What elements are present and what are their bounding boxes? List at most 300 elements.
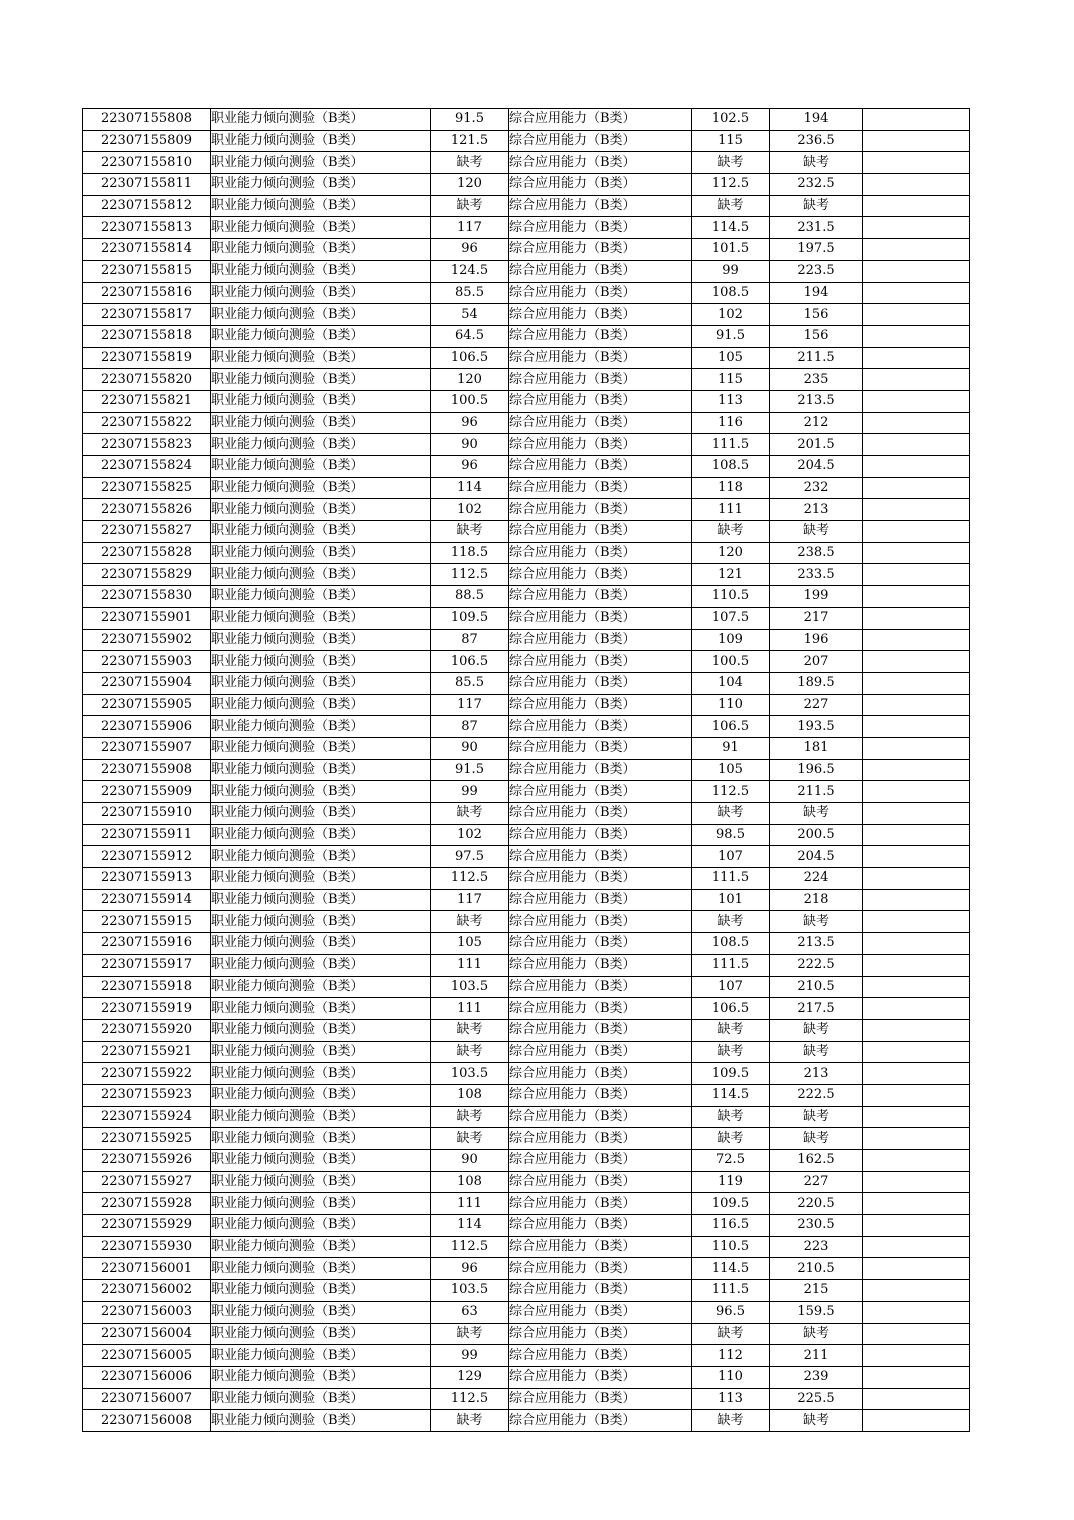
subject1-cell: 职业能力倾向测验（B类） bbox=[211, 846, 431, 868]
subject1-score-cell: 99 bbox=[431, 1345, 509, 1367]
total-score-cell: 224 bbox=[770, 868, 863, 890]
total-score-cell: 213.5 bbox=[770, 933, 863, 955]
subject1-score-cell: 96 bbox=[431, 412, 509, 434]
subject2-cell: 综合应用能力（B类） bbox=[509, 1193, 692, 1215]
subject1-score-cell: 108 bbox=[431, 1084, 509, 1106]
subject1-cell: 职业能力倾向测验（B类） bbox=[211, 390, 431, 412]
remark-cell bbox=[863, 759, 970, 781]
subject1-cell: 职业能力倾向测验（B类） bbox=[211, 1084, 431, 1106]
remark-cell bbox=[863, 1171, 970, 1193]
table-row bbox=[83, 889, 970, 911]
subject1-cell: 职业能力倾向测验（B类） bbox=[211, 1106, 431, 1128]
exam-number-cell: 22307155926 bbox=[83, 1150, 211, 1172]
total-score-cell: 217.5 bbox=[770, 998, 863, 1020]
subject2-cell: 综合应用能力（B类） bbox=[509, 369, 692, 391]
table-row bbox=[83, 564, 970, 586]
table-row bbox=[83, 1215, 970, 1237]
total-score-cell: 缺考 bbox=[770, 911, 863, 933]
exam-number-cell: 22307155927 bbox=[83, 1171, 211, 1193]
subject1-score-cell: 缺考 bbox=[431, 1019, 509, 1041]
remark-cell bbox=[863, 716, 970, 738]
table-row bbox=[83, 933, 970, 955]
exam-number-cell: 22307155920 bbox=[83, 1019, 211, 1041]
subject1-score-cell: 112.5 bbox=[431, 1236, 509, 1258]
subject1-cell: 职业能力倾向测验（B类） bbox=[211, 586, 431, 608]
subject1-cell: 职业能力倾向测验（B类） bbox=[211, 889, 431, 911]
subject1-score-cell: 64.5 bbox=[431, 325, 509, 347]
subject1-cell: 职业能力倾向测验（B类） bbox=[211, 1171, 431, 1193]
exam-number-cell: 22307155822 bbox=[83, 412, 211, 434]
table-row bbox=[83, 325, 970, 347]
exam-number-cell: 22307155830 bbox=[83, 586, 211, 608]
table-row bbox=[83, 1128, 970, 1150]
subject1-cell: 职业能力倾向测验（B类） bbox=[211, 347, 431, 369]
total-score-cell: 缺考 bbox=[770, 1106, 863, 1128]
subject2-score-cell: 110.5 bbox=[692, 1236, 770, 1258]
subject1-score-cell: 106.5 bbox=[431, 347, 509, 369]
total-score-cell: 223 bbox=[770, 1236, 863, 1258]
remark-cell bbox=[863, 629, 970, 651]
subject2-cell: 综合应用能力（B类） bbox=[509, 803, 692, 825]
table-row bbox=[83, 152, 970, 174]
exam-number-cell: 22307155922 bbox=[83, 1063, 211, 1085]
total-score-cell: 159.5 bbox=[770, 1301, 863, 1323]
subject2-cell: 综合应用能力（B类） bbox=[509, 542, 692, 564]
subject2-score-cell: 98.5 bbox=[692, 824, 770, 846]
subject1-score-cell: 102 bbox=[431, 499, 509, 521]
table-row bbox=[83, 672, 970, 694]
subject1-cell: 职业能力倾向测验（B类） bbox=[211, 152, 431, 174]
remark-cell bbox=[863, 217, 970, 239]
total-score-cell: 缺考 bbox=[770, 521, 863, 543]
subject1-score-cell: 108 bbox=[431, 1171, 509, 1193]
score-table bbox=[82, 108, 970, 1432]
subject1-cell: 职业能力倾向测验（B类） bbox=[211, 1215, 431, 1237]
subject2-cell: 综合应用能力（B类） bbox=[509, 477, 692, 499]
remark-cell bbox=[863, 304, 970, 326]
exam-number-cell: 22307155902 bbox=[83, 629, 211, 651]
table-row bbox=[83, 239, 970, 261]
table-row bbox=[83, 1301, 970, 1323]
table-row bbox=[83, 542, 970, 564]
subject1-score-cell: 缺考 bbox=[431, 195, 509, 217]
subject1-score-cell: 85.5 bbox=[431, 672, 509, 694]
subject2-cell: 综合应用能力（B类） bbox=[509, 109, 692, 131]
remark-cell bbox=[863, 1041, 970, 1063]
subject1-score-cell: 111 bbox=[431, 998, 509, 1020]
total-score-cell: 181 bbox=[770, 737, 863, 759]
table-row bbox=[83, 195, 970, 217]
subject1-score-cell: 114 bbox=[431, 1215, 509, 1237]
table-row bbox=[83, 456, 970, 478]
table-row bbox=[83, 846, 970, 868]
subject1-score-cell: 88.5 bbox=[431, 586, 509, 608]
subject1-cell: 职业能力倾向测验（B类） bbox=[211, 976, 431, 998]
subject1-score-cell: 118.5 bbox=[431, 542, 509, 564]
subject1-score-cell: 114 bbox=[431, 477, 509, 499]
exam-number-cell: 22307155910 bbox=[83, 803, 211, 825]
subject1-score-cell: 121.5 bbox=[431, 130, 509, 152]
subject1-score-cell: 缺考 bbox=[431, 521, 509, 543]
subject2-cell: 综合应用能力（B类） bbox=[509, 586, 692, 608]
subject1-cell: 职业能力倾向测验（B类） bbox=[211, 824, 431, 846]
subject2-score-cell: 缺考 bbox=[692, 195, 770, 217]
exam-number-cell: 22307155815 bbox=[83, 260, 211, 282]
subject2-cell: 综合应用能力（B类） bbox=[509, 759, 692, 781]
exam-number-cell: 22307155814 bbox=[83, 239, 211, 261]
subject1-score-cell: 106.5 bbox=[431, 651, 509, 673]
remark-cell bbox=[863, 803, 970, 825]
subject2-cell: 综合应用能力（B类） bbox=[509, 1150, 692, 1172]
remark-cell bbox=[863, 130, 970, 152]
exam-number-cell: 22307155924 bbox=[83, 1106, 211, 1128]
subject2-score-cell: 101 bbox=[692, 889, 770, 911]
subject2-score-cell: 110.5 bbox=[692, 586, 770, 608]
subject2-cell: 综合应用能力（B类） bbox=[509, 195, 692, 217]
exam-number-cell: 22307155820 bbox=[83, 369, 211, 391]
remark-cell bbox=[863, 174, 970, 196]
remark-cell bbox=[863, 781, 970, 803]
table-row bbox=[83, 217, 970, 239]
exam-number-cell: 22307156006 bbox=[83, 1366, 211, 1388]
subject1-score-cell: 105 bbox=[431, 933, 509, 955]
remark-cell bbox=[863, 868, 970, 890]
total-score-cell: 218 bbox=[770, 889, 863, 911]
subject2-score-cell: 109.5 bbox=[692, 1063, 770, 1085]
subject2-score-cell: 109.5 bbox=[692, 1193, 770, 1215]
subject2-score-cell: 114.5 bbox=[692, 1084, 770, 1106]
subject1-score-cell: 103.5 bbox=[431, 1280, 509, 1302]
subject1-score-cell: 111 bbox=[431, 954, 509, 976]
subject2-score-cell: 121 bbox=[692, 564, 770, 586]
total-score-cell: 缺考 bbox=[770, 1041, 863, 1063]
remark-cell bbox=[863, 1366, 970, 1388]
subject1-score-cell: 97.5 bbox=[431, 846, 509, 868]
exam-number-cell: 22307156001 bbox=[83, 1258, 211, 1280]
subject2-cell: 综合应用能力（B类） bbox=[509, 1388, 692, 1410]
subject2-score-cell: 115 bbox=[692, 369, 770, 391]
exam-number-cell: 22307155916 bbox=[83, 933, 211, 955]
total-score-cell: 194 bbox=[770, 282, 863, 304]
subject2-score-cell: 100.5 bbox=[692, 651, 770, 673]
exam-number-cell: 22307155818 bbox=[83, 325, 211, 347]
exam-number-cell: 22307155925 bbox=[83, 1128, 211, 1150]
subject1-cell: 职业能力倾向测验（B类） bbox=[211, 217, 431, 239]
exam-number-cell: 22307155905 bbox=[83, 694, 211, 716]
exam-number-cell: 22307155918 bbox=[83, 976, 211, 998]
table-row bbox=[83, 1106, 970, 1128]
subject1-cell: 职业能力倾向测验（B类） bbox=[211, 781, 431, 803]
exam-number-cell: 22307155921 bbox=[83, 1041, 211, 1063]
remark-cell bbox=[863, 651, 970, 673]
total-score-cell: 204.5 bbox=[770, 456, 863, 478]
exam-number-cell: 22307156007 bbox=[83, 1388, 211, 1410]
remark-cell bbox=[863, 607, 970, 629]
table-row bbox=[83, 1345, 970, 1367]
subject1-score-cell: 85.5 bbox=[431, 282, 509, 304]
subject2-score-cell: 111.5 bbox=[692, 1280, 770, 1302]
total-score-cell: 238.5 bbox=[770, 542, 863, 564]
subject1-cell: 职业能力倾向测验（B类） bbox=[211, 412, 431, 434]
remark-cell bbox=[863, 889, 970, 911]
total-score-cell: 213 bbox=[770, 1063, 863, 1085]
exam-number-cell: 22307156002 bbox=[83, 1280, 211, 1302]
subject1-cell: 职业能力倾向测验（B类） bbox=[211, 130, 431, 152]
subject2-score-cell: 缺考 bbox=[692, 1019, 770, 1041]
exam-number-cell: 22307155908 bbox=[83, 759, 211, 781]
subject2-score-cell: 102 bbox=[692, 304, 770, 326]
subject2-cell: 综合应用能力（B类） bbox=[509, 1236, 692, 1258]
table-row bbox=[83, 781, 970, 803]
total-score-cell: 211 bbox=[770, 1345, 863, 1367]
table-row bbox=[83, 629, 970, 651]
subject1-cell: 职业能力倾向测验（B类） bbox=[211, 737, 431, 759]
total-score-cell: 222.5 bbox=[770, 1084, 863, 1106]
table-row bbox=[83, 1388, 970, 1410]
subject1-cell: 职业能力倾向测验（B类） bbox=[211, 282, 431, 304]
subject1-score-cell: 103.5 bbox=[431, 976, 509, 998]
remark-cell bbox=[863, 412, 970, 434]
exam-number-cell: 22307155906 bbox=[83, 716, 211, 738]
total-score-cell: 156 bbox=[770, 304, 863, 326]
subject2-cell: 综合应用能力（B类） bbox=[509, 390, 692, 412]
subject2-score-cell: 102.5 bbox=[692, 109, 770, 131]
subject2-cell: 综合应用能力（B类） bbox=[509, 304, 692, 326]
exam-number-cell: 22307155817 bbox=[83, 304, 211, 326]
subject1-score-cell: 111 bbox=[431, 1193, 509, 1215]
subject2-score-cell: 111 bbox=[692, 499, 770, 521]
total-score-cell: 217 bbox=[770, 607, 863, 629]
subject1-score-cell: 缺考 bbox=[431, 1410, 509, 1432]
subject1-cell: 职业能力倾向测验（B类） bbox=[211, 1388, 431, 1410]
subject2-cell: 综合应用能力（B类） bbox=[509, 282, 692, 304]
remark-cell bbox=[863, 325, 970, 347]
subject2-cell: 综合应用能力（B类） bbox=[509, 260, 692, 282]
subject2-score-cell: 111.5 bbox=[692, 954, 770, 976]
total-score-cell: 197.5 bbox=[770, 239, 863, 261]
subject2-cell: 综合应用能力（B类） bbox=[509, 954, 692, 976]
exam-number-cell: 22307155821 bbox=[83, 390, 211, 412]
remark-cell bbox=[863, 477, 970, 499]
subject1-score-cell: 117 bbox=[431, 217, 509, 239]
total-score-cell: 233.5 bbox=[770, 564, 863, 586]
exam-number-cell: 22307155808 bbox=[83, 109, 211, 131]
total-score-cell: 162.5 bbox=[770, 1150, 863, 1172]
subject1-score-cell: 87 bbox=[431, 629, 509, 651]
subject2-score-cell: 109 bbox=[692, 629, 770, 651]
subject1-cell: 职业能力倾向测验（B类） bbox=[211, 1410, 431, 1432]
table-row bbox=[83, 130, 970, 152]
subject1-cell: 职业能力倾向测验（B类） bbox=[211, 369, 431, 391]
total-score-cell: 239 bbox=[770, 1366, 863, 1388]
subject1-score-cell: 90 bbox=[431, 434, 509, 456]
table-row bbox=[83, 477, 970, 499]
table-row bbox=[83, 412, 970, 434]
exam-number-cell: 22307155930 bbox=[83, 1236, 211, 1258]
table-row bbox=[83, 1150, 970, 1172]
subject1-score-cell: 缺考 bbox=[431, 1106, 509, 1128]
remark-cell bbox=[863, 152, 970, 174]
table-row bbox=[83, 803, 970, 825]
remark-cell bbox=[863, 1063, 970, 1085]
total-score-cell: 缺考 bbox=[770, 195, 863, 217]
subject1-score-cell: 90 bbox=[431, 1150, 509, 1172]
subject1-cell: 职业能力倾向测验（B类） bbox=[211, 564, 431, 586]
remark-cell bbox=[863, 1388, 970, 1410]
total-score-cell: 220.5 bbox=[770, 1193, 863, 1215]
exam-number-cell: 22307155819 bbox=[83, 347, 211, 369]
subject2-score-cell: 113 bbox=[692, 390, 770, 412]
remark-cell bbox=[863, 998, 970, 1020]
table-row bbox=[83, 1041, 970, 1063]
subject2-score-cell: 116 bbox=[692, 412, 770, 434]
subject1-score-cell: 87 bbox=[431, 716, 509, 738]
remark-cell bbox=[863, 109, 970, 131]
exam-number-cell: 22307155823 bbox=[83, 434, 211, 456]
subject1-score-cell: 112.5 bbox=[431, 564, 509, 586]
subject2-cell: 综合应用能力（B类） bbox=[509, 325, 692, 347]
subject2-cell: 综合应用能力（B类） bbox=[509, 130, 692, 152]
subject2-score-cell: 缺考 bbox=[692, 1410, 770, 1432]
remark-cell bbox=[863, 737, 970, 759]
subject2-score-cell: 105 bbox=[692, 347, 770, 369]
exam-number-cell: 22307155929 bbox=[83, 1215, 211, 1237]
exam-number-cell: 22307155912 bbox=[83, 846, 211, 868]
subject1-cell: 职业能力倾向测验（B类） bbox=[211, 1345, 431, 1367]
table-row bbox=[83, 174, 970, 196]
total-score-cell: 缺考 bbox=[770, 1019, 863, 1041]
total-score-cell: 225.5 bbox=[770, 1388, 863, 1410]
subject1-score-cell: 112.5 bbox=[431, 1388, 509, 1410]
exam-number-cell: 22307155904 bbox=[83, 672, 211, 694]
subject1-cell: 职业能力倾向测验（B类） bbox=[211, 499, 431, 521]
table-row bbox=[83, 759, 970, 781]
total-score-cell: 211.5 bbox=[770, 781, 863, 803]
subject2-cell: 综合应用能力（B类） bbox=[509, 1258, 692, 1280]
subject2-cell: 综合应用能力（B类） bbox=[509, 629, 692, 651]
table-row bbox=[83, 607, 970, 629]
subject2-cell: 综合应用能力（B类） bbox=[509, 716, 692, 738]
subject1-cell: 职业能力倾向测验（B类） bbox=[211, 1063, 431, 1085]
table-row bbox=[83, 1171, 970, 1193]
subject1-score-cell: 缺考 bbox=[431, 911, 509, 933]
total-score-cell: 193.5 bbox=[770, 716, 863, 738]
subject2-cell: 综合应用能力（B类） bbox=[509, 434, 692, 456]
remark-cell bbox=[863, 1215, 970, 1237]
table-row bbox=[83, 954, 970, 976]
subject2-score-cell: 101.5 bbox=[692, 239, 770, 261]
total-score-cell: 223.5 bbox=[770, 260, 863, 282]
table-row bbox=[83, 347, 970, 369]
table-row bbox=[83, 1280, 970, 1302]
subject2-score-cell: 112.5 bbox=[692, 174, 770, 196]
subject2-cell: 综合应用能力（B类） bbox=[509, 998, 692, 1020]
remark-cell bbox=[863, 694, 970, 716]
subject2-cell: 综合应用能力（B类） bbox=[509, 412, 692, 434]
subject2-score-cell: 107 bbox=[692, 976, 770, 998]
exam-number-cell: 22307156003 bbox=[83, 1301, 211, 1323]
remark-cell bbox=[863, 521, 970, 543]
subject2-score-cell: 114.5 bbox=[692, 217, 770, 239]
subject1-cell: 职业能力倾向测验（B类） bbox=[211, 868, 431, 890]
table-row bbox=[83, 499, 970, 521]
exam-number-cell: 22307155813 bbox=[83, 217, 211, 239]
remark-cell bbox=[863, 347, 970, 369]
subject2-cell: 综合应用能力（B类） bbox=[509, 499, 692, 521]
total-score-cell: 236.5 bbox=[770, 130, 863, 152]
total-score-cell: 缺考 bbox=[770, 152, 863, 174]
subject1-score-cell: 100.5 bbox=[431, 390, 509, 412]
subject2-score-cell: 115 bbox=[692, 130, 770, 152]
exam-number-cell: 22307155827 bbox=[83, 521, 211, 543]
subject2-score-cell: 91.5 bbox=[692, 325, 770, 347]
remark-cell bbox=[863, 586, 970, 608]
total-score-cell: 213.5 bbox=[770, 390, 863, 412]
subject1-cell: 职业能力倾向测验（B类） bbox=[211, 911, 431, 933]
table-row bbox=[83, 369, 970, 391]
remark-cell bbox=[863, 976, 970, 998]
subject2-cell: 综合应用能力（B类） bbox=[509, 1323, 692, 1345]
subject1-cell: 职业能力倾向测验（B类） bbox=[211, 1150, 431, 1172]
exam-number-cell: 22307155914 bbox=[83, 889, 211, 911]
remark-cell bbox=[863, 911, 970, 933]
total-score-cell: 230.5 bbox=[770, 1215, 863, 1237]
subject2-cell: 综合应用能力（B类） bbox=[509, 976, 692, 998]
subject1-cell: 职业能力倾向测验（B类） bbox=[211, 1366, 431, 1388]
exam-number-cell: 22307155828 bbox=[83, 542, 211, 564]
total-score-cell: 缺考 bbox=[770, 803, 863, 825]
subject1-score-cell: 91.5 bbox=[431, 759, 509, 781]
subject2-cell: 综合应用能力（B类） bbox=[509, 456, 692, 478]
subject2-score-cell: 108.5 bbox=[692, 456, 770, 478]
subject2-score-cell: 96.5 bbox=[692, 1301, 770, 1323]
subject1-cell: 职业能力倾向测验（B类） bbox=[211, 434, 431, 456]
table-row bbox=[83, 304, 970, 326]
remark-cell bbox=[863, 1019, 970, 1041]
subject2-cell: 综合应用能力（B类） bbox=[509, 672, 692, 694]
subject2-cell: 综合应用能力（B类） bbox=[509, 1345, 692, 1367]
table-row bbox=[83, 1084, 970, 1106]
total-score-cell: 207 bbox=[770, 651, 863, 673]
subject2-score-cell: 118 bbox=[692, 477, 770, 499]
subject2-cell: 综合应用能力（B类） bbox=[509, 694, 692, 716]
remark-cell bbox=[863, 1410, 970, 1432]
table-row bbox=[83, 1063, 970, 1085]
remark-cell bbox=[863, 456, 970, 478]
remark-cell bbox=[863, 1280, 970, 1302]
subject1-cell: 职业能力倾向测验（B类） bbox=[211, 954, 431, 976]
subject1-score-cell: 90 bbox=[431, 737, 509, 759]
remark-cell bbox=[863, 1301, 970, 1323]
subject2-cell: 综合应用能力（B类） bbox=[509, 868, 692, 890]
subject1-cell: 职业能力倾向测验（B类） bbox=[211, 239, 431, 261]
total-score-cell: 196.5 bbox=[770, 759, 863, 781]
subject1-score-cell: 缺考 bbox=[431, 803, 509, 825]
subject1-score-cell: 117 bbox=[431, 694, 509, 716]
table-row bbox=[83, 998, 970, 1020]
table-row bbox=[83, 1258, 970, 1280]
subject2-score-cell: 112 bbox=[692, 1345, 770, 1367]
remark-cell bbox=[863, 282, 970, 304]
subject2-score-cell: 91 bbox=[692, 737, 770, 759]
subject2-cell: 综合应用能力（B类） bbox=[509, 651, 692, 673]
exam-number-cell: 22307155810 bbox=[83, 152, 211, 174]
subject1-score-cell: 103.5 bbox=[431, 1063, 509, 1085]
subject2-score-cell: 104 bbox=[692, 672, 770, 694]
subject2-score-cell: 105 bbox=[692, 759, 770, 781]
remark-cell bbox=[863, 1345, 970, 1367]
subject1-cell: 职业能力倾向测验（B类） bbox=[211, 1280, 431, 1302]
